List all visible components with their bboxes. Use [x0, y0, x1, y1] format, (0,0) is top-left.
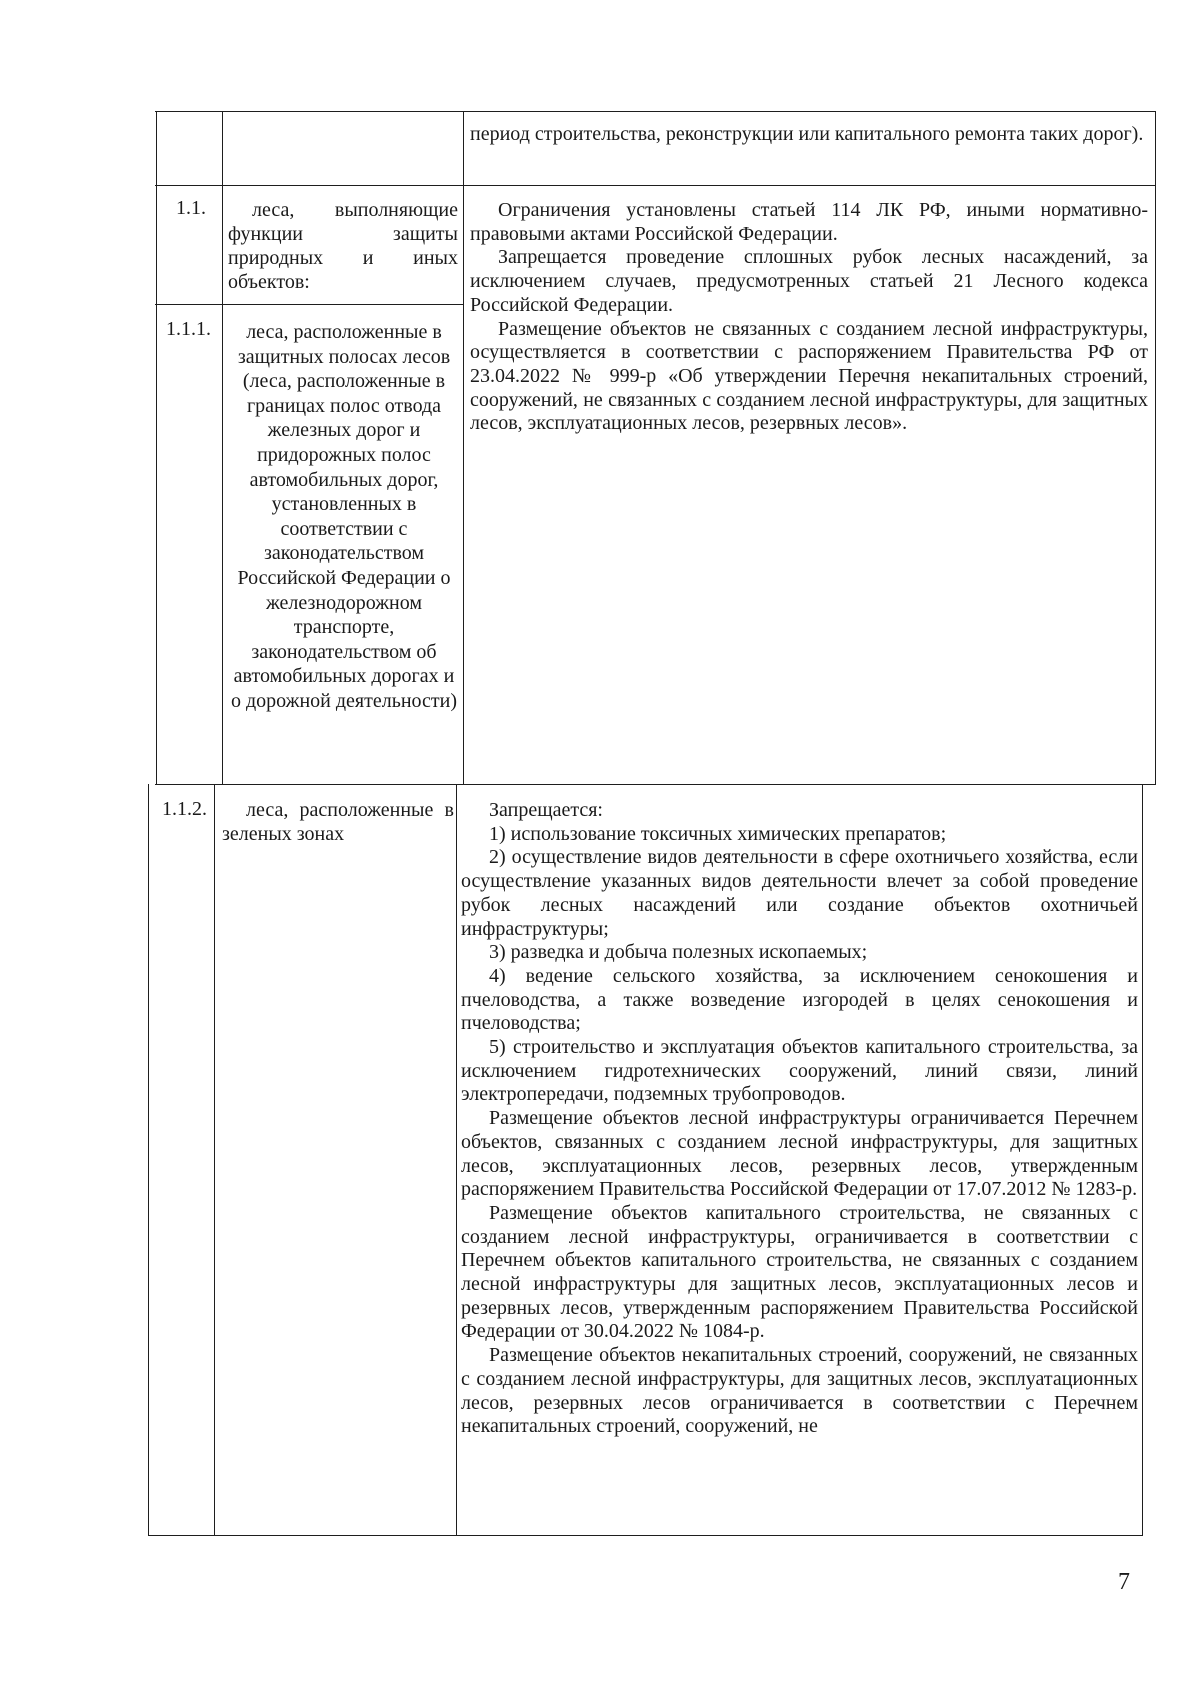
row0-right-cell: [470, 123, 1148, 147]
row-1-1-2-number: 1.1.2.: [162, 798, 207, 820]
row2-paragraph: Размещение объектов лесной инфраструктуры ограничивается Перечнем объектов, связанных с созданием лесной инфраструктуры, для защитных лесов, эксплуатационных лесов, резервных лесов, утвержденным распоряжением Правительства Российской Федерации от 17.07.2012 № 1283-р.: [461, 1107, 1138, 1201]
row2-paragraph: Запрещается:: [489, 799, 603, 821]
row-1-1-1-label: леса, расположенные в защитных полосах лесов (леса, расположенные в границах полос отвода железных дорог и придорожных полос автомобильных дорог, установленных в соответствии с законодательством Российской Федерации о железнодорожном транспорте, законодательством об автомобильных дорогах и о дорожной деятельности): [230, 321, 458, 712]
table-border-col1-lower: [214, 784, 215, 1535]
row1-paragraph: Размещение объектов не связанных с созданием лесной инфраструктуры, осуществляется в соответствии с распоряжением Правительства РФ от 23.04.2022 № 999-р «Об утверждении Перечня некапитальных строений, сооружений, не связанных с созданием лесной инфраструктуры, для защитных лесов, эксплуатационных лесов, резервных лесов».: [470, 317, 1148, 435]
row2-right-cell: [461, 799, 1138, 1439]
row2-paragraph: Размещение объектов капитального строительства, не связанных с созданием лесной инфраструктуры, ограничивается в соответствии с Перечнем объектов капитального строительства, не связанных с созданием лесной инфраструктуры для защитных лесов, эксплуатационных лесов и резервных лесов, утвержденным распоряжением Правительства Российской Федерации от 30.04.2022 № 1084-р.: [461, 1201, 1138, 1343]
row-1-1-number: 1.1.: [176, 197, 206, 219]
table-border-sub-divider: [155, 304, 463, 305]
row2-paragraph: 1) использование токсичных химических препаратов;: [489, 822, 947, 845]
row2-paragraph: 4) ведение сельского хозяйства, за исключением сенокошения и пчеловодства, а также возведение изгородей в целях сенокошения и пчеловодства;: [461, 964, 1138, 1035]
row2-paragraph: 5) строительство и эксплуатация объектов капитального строительства, за исключением гидротехнических сооружений, линий связи, линий электропередачи, подземных трубопроводов.: [461, 1036, 1138, 1106]
row1-paragraph: Ограничения установлены статьей 114 ЛК РФ, иными нормативно-правовыми актами Российской Федерации.: [470, 199, 1148, 245]
row0-text: период строительства, реконструкции или капитального ремонта таких дорог).: [470, 123, 1144, 145]
row-1-1-label: леса, выполняющие функции защиты природных и иных объектов:: [228, 199, 458, 293]
table-border-col2-lower: [456, 784, 457, 1535]
table-border-bottom: [148, 1535, 1143, 1536]
row-1-1-2-label: леса, расположенные в зеленых зонах: [222, 799, 454, 845]
table-border-row1-top: [155, 185, 1156, 186]
row1-paragraph: Запрещается проведение сплошных рубок лесных насаждений, за исключением случаев, предусмотренных статьей 21 Лесного кодекса Российской Федерации.: [470, 246, 1148, 316]
row-1-1-1-number: 1.1.1.: [166, 318, 211, 340]
table-border-col2-upper: [463, 111, 464, 784]
table-border-left-upper: [156, 111, 157, 784]
table-border-col1-upper: [222, 111, 223, 784]
row2-paragraph: 3) разведка и добыча полезных ископаемых;: [489, 941, 868, 964]
table-border-row2-top: [155, 784, 1156, 785]
page-number: 7: [1118, 1569, 1130, 1595]
table-border-right-lower: [1142, 784, 1143, 1535]
table-border-right-upper: [1155, 111, 1156, 784]
row2-paragraph: Размещение объектов некапитальных строений, сооружений, не связанных с созданием лесной инфраструктуры, для защитных лесов, эксплуатационных лесов, резервных лесов ограничивается в соответствии с Перечнем некапитальных строений, сооружений, не: [461, 1344, 1138, 1438]
row1-right-cell: [470, 199, 1148, 436]
row2-paragraph: 2) осуществление видов деятельности в сфере охотничьего хозяйства, если осуществление указанных видов деятельности влечет за собой проведение рубок лесных насаждений или создание объектов охотничьей инфраструктуры;: [461, 846, 1138, 940]
table-border-top: [155, 111, 1156, 112]
table-border-left-lower: [148, 784, 149, 1535]
